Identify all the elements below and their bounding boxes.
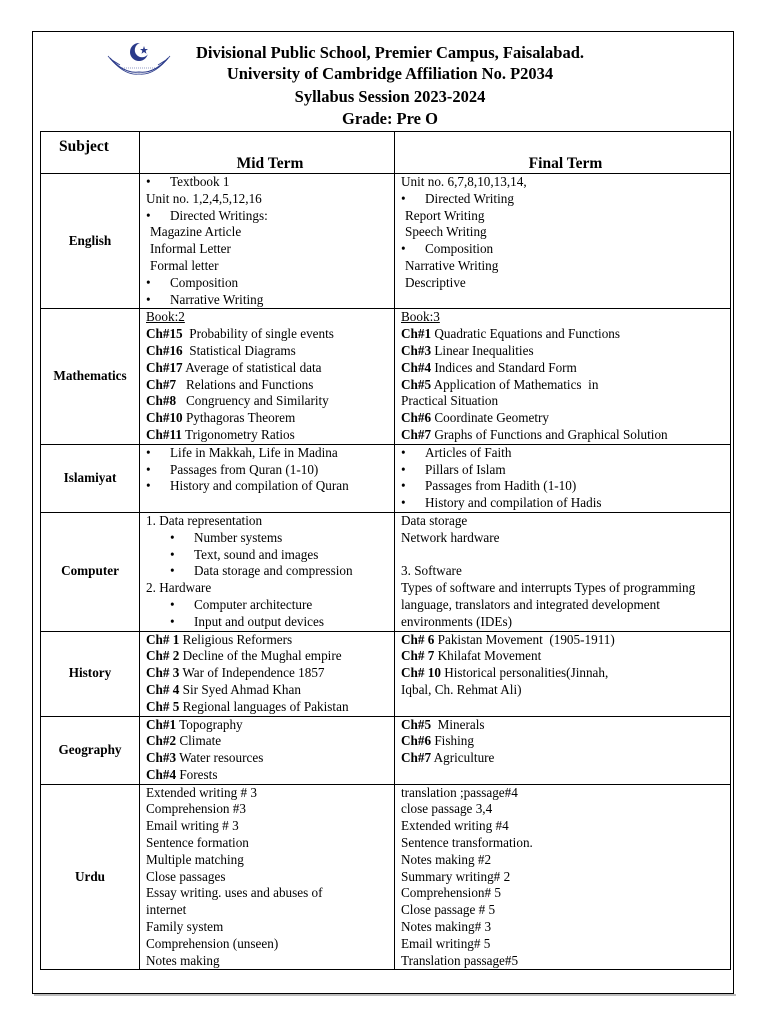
school-name: Divisional Public School, Premier Campus, Faisalabad. bbox=[195, 43, 585, 62]
list-item: Sentence formation bbox=[146, 835, 249, 851]
list-item: Narrative Writing bbox=[405, 257, 499, 273]
list-item: Ch#8 Congruency and Similarity bbox=[146, 393, 329, 409]
table-row-urdu bbox=[41, 784, 731, 970]
final-term-cell bbox=[395, 512, 731, 631]
list-item: Types of software and interrupts Types of programming language, translators and integrated development environments (IDEs) bbox=[401, 580, 696, 629]
list-item: • Passages from Quran (1-10) bbox=[146, 462, 394, 479]
mid-term-cell bbox=[140, 716, 395, 784]
list-item: internet bbox=[146, 902, 187, 918]
list-item: • Passages from Hadith (1-10) bbox=[401, 478, 730, 495]
list-item: Comprehension# 5 bbox=[401, 885, 501, 901]
mid-term-cell bbox=[140, 784, 395, 970]
list-item: Ch# 6 Pakistan Movement (1905-1911) bbox=[401, 631, 615, 647]
list-item: Ch#6 Coordinate Geometry bbox=[401, 410, 549, 426]
list-item: Ch#6 Fishing bbox=[401, 733, 474, 749]
list-item: Notes making #2 bbox=[401, 851, 492, 867]
list-item: Speech Writing bbox=[405, 224, 487, 240]
list-item: • Composition bbox=[146, 275, 394, 292]
list-item: • Text, sound and images bbox=[146, 547, 394, 564]
mid-term-cell bbox=[140, 309, 395, 444]
list-item: • Narrative Writing bbox=[146, 292, 394, 309]
grade-title: Grade: Pre O bbox=[342, 109, 438, 128]
list-item: • Directed Writing bbox=[401, 191, 730, 208]
list-item: Ch#2 Climate bbox=[146, 733, 222, 749]
subject-name: Computer bbox=[41, 512, 140, 631]
final-term-cell bbox=[395, 174, 731, 309]
list-item: • Computer architecture bbox=[146, 597, 394, 614]
table-row-computer bbox=[41, 512, 731, 631]
list-item: Ch#1 Quadratic Equations and Functions bbox=[401, 326, 621, 342]
book-label: Book:3 bbox=[401, 309, 440, 325]
list-item: Ch#4 Forests bbox=[146, 766, 218, 782]
table-row-islamiyat bbox=[41, 444, 731, 512]
subject-name: English bbox=[41, 174, 140, 309]
list-item: • Composition bbox=[401, 241, 730, 258]
final-term-cell bbox=[395, 631, 731, 716]
list-item: Ch#15 Probability of single events bbox=[146, 326, 334, 342]
list-item: Formal letter bbox=[150, 257, 219, 273]
subject-name: Geography bbox=[41, 716, 140, 784]
list-item: • History and compilation of Quran bbox=[146, 478, 394, 495]
list-item: Iqbal, Ch. Rehmat Ali) bbox=[401, 681, 522, 697]
list-item: Extended writing #4 bbox=[401, 818, 509, 834]
final-term-cell bbox=[395, 309, 731, 444]
list-item: Ch#4 Indices and Standard Form bbox=[401, 359, 577, 375]
list-item: translation ;passage#4 bbox=[401, 784, 518, 800]
table-header-row bbox=[41, 132, 731, 174]
list-heading: 3. Software bbox=[401, 563, 462, 579]
book-label: Book:2 bbox=[146, 309, 185, 325]
list-item: Ch#7 Agriculture bbox=[401, 750, 495, 766]
list-item: • Input and output devices bbox=[146, 614, 394, 631]
list-item: • Pillars of Islam bbox=[401, 462, 730, 479]
list-item: Family system bbox=[146, 919, 224, 935]
subject-name: Islamiyat bbox=[41, 444, 140, 512]
list-item: Multiple matching bbox=[146, 851, 244, 867]
list-item: Ch#16 Statistical Diagrams bbox=[146, 342, 296, 358]
affiliation-number: University of Cambridge Affiliation No. P2034 bbox=[226, 64, 554, 83]
final-term-cell bbox=[395, 444, 731, 512]
list-item: • Textbook 1 bbox=[146, 174, 394, 191]
final-term-cell bbox=[395, 716, 731, 784]
blank-line bbox=[401, 547, 730, 564]
list-item: Ch#7 Graphs of Functions and Graphical Solution bbox=[401, 426, 668, 442]
list-item: Notes making# 3 bbox=[401, 919, 492, 935]
list-item: Ch# 7 Khilafat Movement bbox=[401, 648, 542, 664]
list-item: • History and compilation of Hadis bbox=[401, 495, 730, 512]
list-item: Ch# 5 Regional languages of Pakistan bbox=[146, 698, 349, 714]
list-item: Email writing # 3 bbox=[146, 818, 239, 834]
subject-name: Urdu bbox=[41, 784, 140, 970]
list-item: Ch#3 Linear Inequalities bbox=[401, 342, 534, 358]
list-item: Ch# 10 Historical personalities(Jinnah, bbox=[401, 665, 609, 681]
list-item: Report Writing bbox=[405, 207, 485, 223]
mid-term-cell bbox=[140, 512, 395, 631]
list-item: Ch# 2 Decline of the Mughal empire bbox=[146, 648, 342, 664]
list-item: • Number systems bbox=[146, 530, 394, 547]
list-item: Ch#5 Application of Mathematics in bbox=[401, 376, 599, 392]
list-item: • Directed Writings: bbox=[146, 208, 394, 225]
list-item: Descriptive bbox=[405, 274, 466, 290]
list-item: Informal Letter bbox=[150, 241, 231, 257]
list-item: Comprehension #3 bbox=[146, 801, 246, 817]
list-heading: 2. Hardware bbox=[146, 580, 212, 596]
list-item: Network hardware bbox=[401, 529, 500, 545]
list-item: Sentence transformation. bbox=[401, 835, 533, 851]
syllabus-session: Syllabus Session 2023-2024 bbox=[294, 87, 486, 106]
list-item: Ch#3 Water resources bbox=[146, 750, 264, 766]
list-item: Magazine Article bbox=[150, 224, 242, 240]
page-border-shadow bbox=[34, 994, 736, 996]
table-row-history bbox=[41, 631, 731, 716]
list-item: Unit no. 6,7,8,10,13,14, bbox=[401, 174, 527, 189]
list-item: Email writing# 5 bbox=[401, 935, 491, 951]
subject-name: History bbox=[41, 631, 140, 716]
final-term-column-header: Final Term bbox=[395, 132, 731, 174]
list-item: Essay writing. uses and abuses of bbox=[146, 885, 323, 901]
subject-column-header: Subject bbox=[41, 132, 140, 174]
list-item: Translation passage#5 bbox=[401, 952, 519, 968]
list-item: Ch#17 Average of statistical data bbox=[146, 359, 322, 375]
mid-term-cell bbox=[140, 631, 395, 716]
syllabus-table bbox=[40, 131, 731, 970]
list-item: Extended writing # 3 bbox=[146, 784, 257, 800]
table-row-english bbox=[41, 174, 731, 309]
list-item: Ch#1 Topography bbox=[146, 716, 243, 732]
table-row-mathematics bbox=[41, 309, 731, 444]
list-item: • Articles of Faith bbox=[401, 445, 730, 462]
list-item: Summary writing# 2 bbox=[401, 868, 511, 884]
list-item: Ch#5 Minerals bbox=[401, 716, 485, 732]
list-heading: 1. Data representation bbox=[146, 512, 263, 528]
list-item: Data storage bbox=[401, 512, 468, 528]
subject-name: Mathematics bbox=[41, 309, 140, 444]
list-item: Ch#7 Relations and Functions bbox=[146, 376, 314, 392]
list-item: Comprehension (unseen) bbox=[146, 935, 279, 951]
list-item: Close passages bbox=[146, 868, 226, 884]
list-item: Ch# 4 Sir Syed Ahmad Khan bbox=[146, 681, 301, 697]
table-row-geography bbox=[41, 716, 731, 784]
mid-term-column-header: Mid Term bbox=[140, 132, 395, 174]
list-item: • Life in Makkah, Life in Madina bbox=[146, 445, 394, 462]
list-item: Ch#10 Pythagoras Theorem bbox=[146, 410, 296, 426]
list-item: Ch#11 Trigonometry Ratios bbox=[146, 426, 295, 442]
list-item: Practical Situation bbox=[401, 393, 499, 409]
mid-term-cell bbox=[140, 444, 395, 512]
list-item: close passage 3,4 bbox=[401, 801, 493, 817]
school-logo bbox=[106, 38, 172, 78]
list-item: • Data storage and compression bbox=[146, 563, 394, 580]
list-item: Notes making bbox=[146, 952, 220, 968]
list-item: Close passage # 5 bbox=[401, 902, 496, 918]
list-item: Unit no. 1,2,4,5,12,16 bbox=[146, 190, 262, 206]
mid-term-cell bbox=[140, 174, 395, 309]
list-item: Ch# 3 War of Independence 1857 bbox=[146, 665, 325, 681]
final-term-cell bbox=[395, 784, 731, 970]
list-item: Ch# 1 Religious Reformers bbox=[146, 631, 293, 647]
